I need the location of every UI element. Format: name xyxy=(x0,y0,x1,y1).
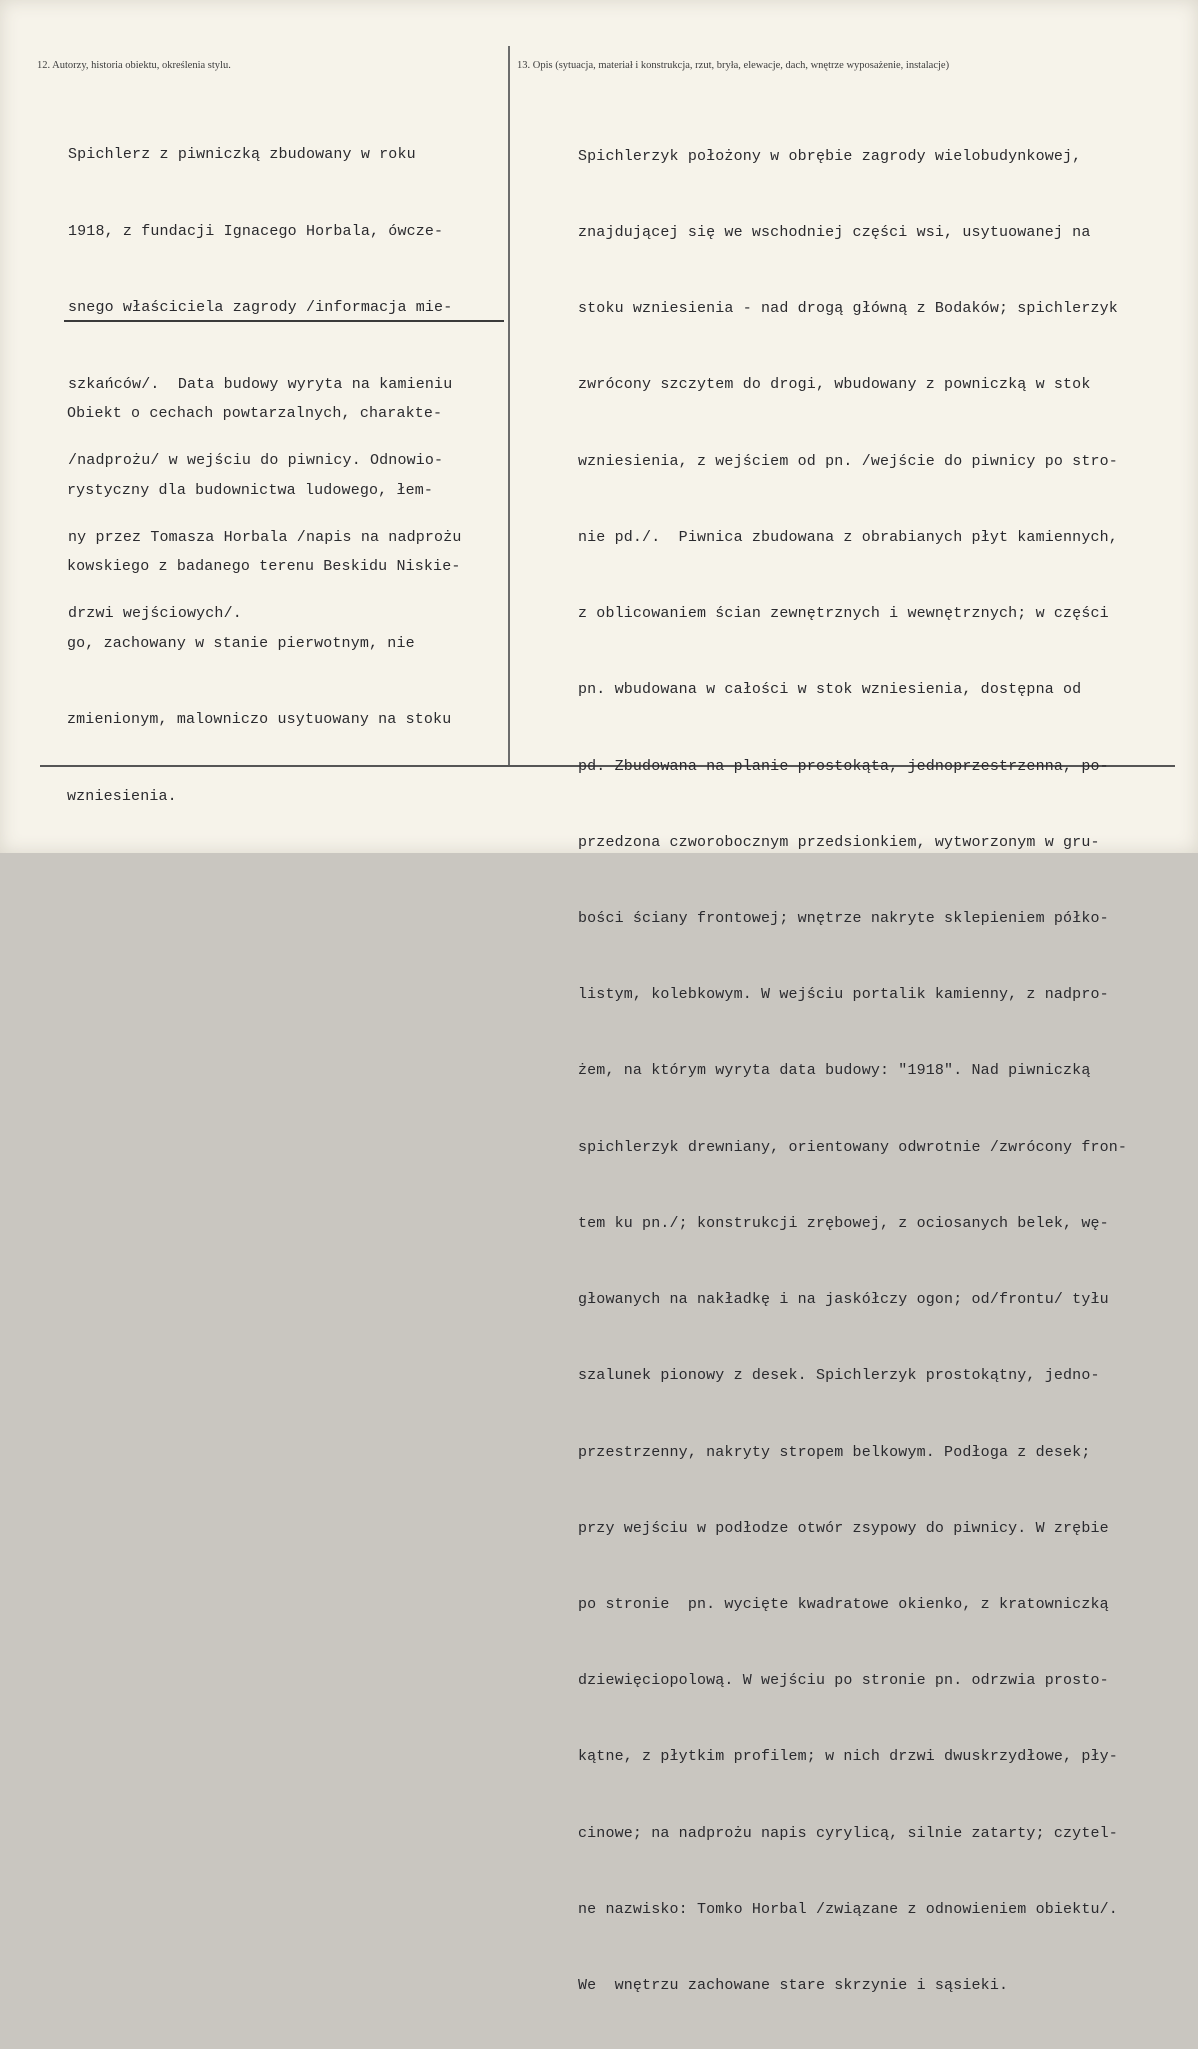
text-line: zmienionym, malowniczo usytuowany na stoku xyxy=(67,711,452,728)
text-line: tem ku pn./; konstrukcji zrębowej, z ociosanych belek, wę- xyxy=(578,1214,1109,1232)
section-12-header: 12. Autorzy, historia obiektu, określenia stylu. xyxy=(37,60,231,71)
text-line: z oblicowaniem ścian zewnętrznych i wewnętrznych; w części xyxy=(578,605,1109,623)
text-line: wzniesienia. xyxy=(67,787,177,805)
text-line: szkańców/. Data budowy wyryta na kamieniu xyxy=(68,375,453,393)
text-line: spichlerzyk drewniany, orientowany odwrotnie /zwrócony fron- xyxy=(578,1138,1128,1156)
column-divider xyxy=(508,46,510,766)
section-13-header: 13. Opis (sytuacja, materiał i konstrukcja, rzut, bryła, elewacje, dach, wnętrze wyposażenie, instalacje) xyxy=(517,60,950,71)
text-line: Obiekt o cechach powtarzalnych, charakte- xyxy=(67,405,443,422)
text-line: 1918, z fundacji Ignacego Horbala, ówcze- xyxy=(68,222,444,240)
text-line: ny przez Tomasza Horbala /napis na nadprożu xyxy=(68,528,462,546)
text-line: zwrócony szczytem do drogi, wbudowany z powniczką w stok xyxy=(578,376,1091,394)
text-line: listym, kolebkowym. W wejściu portalik kamienny, z nadpro- xyxy=(578,986,1109,1004)
text-line: przedzona czworobocznym przedsionkiem, wytworzonym w gru- xyxy=(578,833,1100,851)
text-line: Spichlerz z piwniczką zbudowany w roku xyxy=(68,146,416,163)
text-line: dziewięciopolową. W wejściu po stronie pn. odrzwia prosto- xyxy=(578,1672,1109,1690)
text-line: snego właściciela zagrody /informacja mie- xyxy=(68,299,453,316)
text-line: ne nazwisko: Tomko Horbal /związane z odnowieniem obiektu/. xyxy=(578,1900,1118,1918)
text-line: We wnętrzu zachowane stare skrzynie i sąsieki. xyxy=(578,1977,1009,1995)
text-line: cinowe; na nadprożu napis cyrylicą, silnie zatarty; czytel- xyxy=(578,1824,1118,1842)
text-line: nie pd./. Piwnica zbudowana z obrabianych płyt kamiennych, xyxy=(578,528,1118,546)
text-line: kątne, z płytkim profilem; w nich drzwi dwuskrzydłowe, pły- xyxy=(578,1748,1118,1766)
text-line: po stronie pn. wycięte kwadratowe okienko, z kratowniczką xyxy=(578,1595,1109,1613)
text-line: /nadprożu/ w wejściu do piwnicy. Odnowio- xyxy=(68,452,444,469)
text-line: pd. Zbudowana na planie prostokąta, jednoprzestrzenna, po- xyxy=(578,757,1109,775)
text-line: Spichlerzyk położony w obrębie zagrody wielobudynkowej, xyxy=(578,147,1082,165)
text-line: znajdującej się we wschodniej części wsi, usytuowanej na xyxy=(578,224,1091,242)
text-line: kowskiego z badanego terenu Beskidu Niskie- xyxy=(67,558,461,575)
text-line: pn. wbudowana w całości w stok wzniesienia, dostępna od xyxy=(578,681,1082,699)
text-line: przy wejściu w podłodze otwór zsypowy do piwnicy. W zrębie xyxy=(578,1519,1109,1537)
description-text xyxy=(578,93,1127,2049)
text-line: szalunek pionowy z desek. Spichlerzyk prostokątny, jedno- xyxy=(578,1367,1100,1385)
text-line: stoku wzniesienia - nad drogą główną z Bodaków; spichlerzyk xyxy=(578,300,1118,318)
text-line: głowanych na nakładkę i na jaskółczy ogon; od/frontu/ tyłu xyxy=(578,1291,1109,1309)
text-line: żem, na którym wyryta data budowy: "1918". Nad piwniczką xyxy=(578,1062,1091,1080)
text-line: rystyczny dla budownictwa ludowego, łem- xyxy=(67,481,434,499)
text-line: bości ściany frontowej; wnętrze nakryte sklepieniem półko- xyxy=(578,910,1109,927)
style-assessment-text xyxy=(67,350,461,860)
text-line: przestrzenny, nakryty stropem belkowym. Podłoga z desek; xyxy=(578,1443,1091,1461)
text-line: go, zachowany w stanie pierwotnym, nie xyxy=(67,634,415,652)
text-line: drzwi wejściowych/. xyxy=(68,605,242,622)
text-line: wzniesienia, z wejściem od pn. /wejście do piwnicy po stro- xyxy=(578,452,1118,470)
